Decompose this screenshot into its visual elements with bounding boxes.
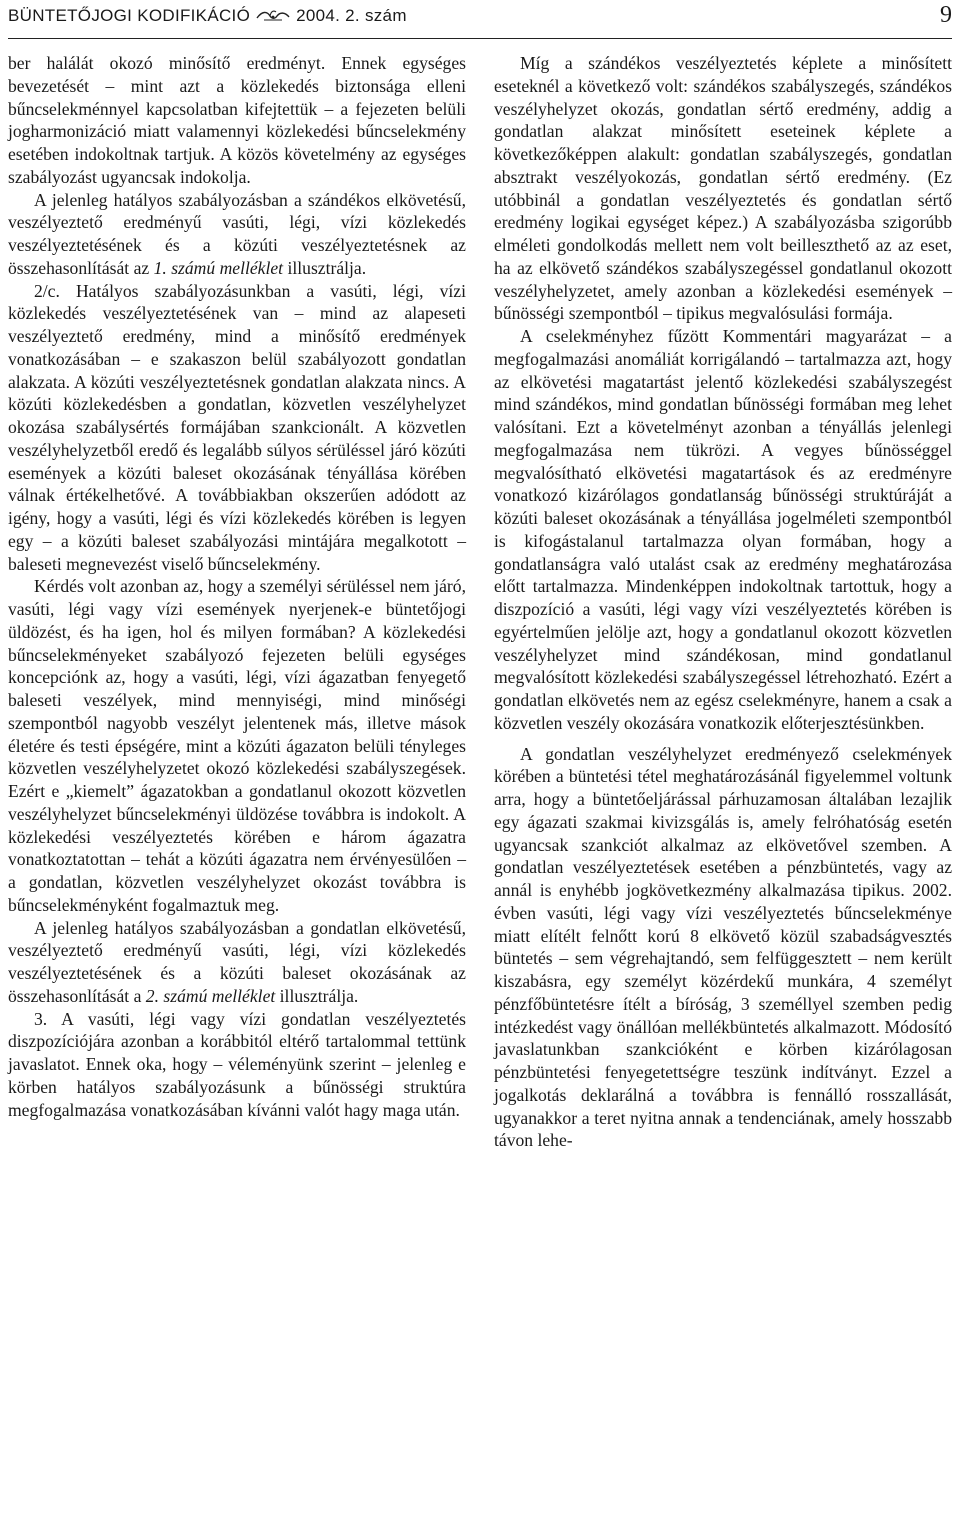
paragraph: 3. A vasúti, légi vagy vízi gondatlan veszélyeztetés diszpozíciójára azonban a korábbitól eltérő tartalommal tettünk javaslatot. Ennek oka, hogy – véleményünk szerint – jelenleg e körben hatályos szabályozásunk a bűnösségi struktúra megfogalmazása vonatkozásában kívánni valót hagy maga után. bbox=[8, 1008, 466, 1120]
journal-title: BÜNTETŐJOGI KODIFIKÁCIÓ bbox=[8, 6, 251, 25]
paragraph: Kérdés volt azonban az, hogy a személyi sérüléssel nem járó, vasúti, légi vagy vízi események nyerjenek-e büntetőjogi üldözést, és ha igen, hol és milyen formában? A közlekedési bűncselekményeket szabályozó fejezeten belüli egységes koncepciónk az, hogy a vasúti, légi, vízi ágazatban fenyegető baleseti veszélyek, mind mennyiségi, mind minőségi szempontból nagyobb veszélyt jelentenek más, illetve mások életére és testi épségére, mint a közúti ágazaton belüli tényleges közvetlen veszélyhelyzetet okozó közlekedési szabályszegések. Ezért e „kiemelt” ágazatokban a gondatlanul okozott közvetlen veszélyhelyzet bűncselekményi üldözése továbbra is indokolt. A közlekedési veszélyeztetés körében e három ágazatra vonatkoztatottan – tehát a közúti ágazatra nem érvényesülően – a gondatlan, közvetlen veszélyhelyzet okozást továbbra is bűncselekményként fogalmaztuk meg. bbox=[8, 576, 466, 915]
issue-label: 2004. 2. szám bbox=[296, 6, 407, 25]
paragraph: 2/c. Hatályos szabályozásunkban a vasúti, légi, vízi közlekedés veszélyeztetésének van – mind az alapeseti veszélyeztető eredmény, mind a minősítő eredmények vonatkozásában – e szakaszon belül szabályozott gondatlan alakzata. A közúti veszélyeztetésnek gondatlan alakzata nincs. A közúti közlekedésben a gondatlan, közvetlen veszélyhelyzet okozása szabálysértés formájában szankcionált. A közvetlen veszélyhelyzetből eredő és legalább súlyos sérüléssel járó közúti események a közúti baleset okozásának tényállása körében válnak értékelhetővé. A továbbiakban okszerűen adódott az igény, hogy a vasúti, légi és vízi közlekedés körében is legyen egy – a közúti baleset szabályozási mintájára megalkotott – baleseti megnevezést viselő bűncselekmény. bbox=[8, 280, 466, 574]
paragraph: A gondatlan veszélyhelyzet eredményező cselekmények körében a büntetési tétel meghatározásánál figyelemmel voltunk arra, hogy a büntetőeljárással párhuzamosan általában lezajlik egy ágazati szakmai kivizsgálás is, amely felróhatóság esetén ugyancsak szankciót alkalmaz az elkövetővel szemben. A gondatlan veszélyeztetések esetében a pénzbüntetés, vagy az annál is enyhébb jogkövetkezmény alkalmazása tipikus. 2002. évben vasúti, légi vagy vízi veszélyeztetés bűncselekménye miatt elítélt felnőtt korú 8 elkövető közül szabadságvesztés büntetés – sem végrehajtandó, sem felfüggesztett – nem került kiszabásra, egy személyt közérdekű munkára, 4 személyt pénzfőbüntetésre ítélt a bíróság, 3 személlyel szemben pedig intézkedést vagy önállóan mellékbüntetés alkalmazott. Módosító javaslatunkban szankcióként e körben kizárólagosan pénzbüntetési fenyegetettségre teszünk indítványt. Ezzel a jogalkotás deklarálná a továbbra is fennálló rosszallását, ugyanakkor a teret nyitna annak a tendenciának, amely hosszabb távon lehe- bbox=[494, 743, 952, 1151]
paragraph bbox=[8, 917, 466, 1008]
left-column bbox=[8, 52, 466, 1121]
ornament-icon bbox=[256, 8, 290, 28]
paragraph: Míg a szándékos veszélyeztetés képlete a minősített eseteknél a következő volt: szándékos szabályszegés, szándékos veszélyhelyzet okozás, gondatlan sértő eredmény, addig a gondatlan alakzat minősített eseteinek képlete a következőképpen alakult: gondatlan szabályszegés, gondatlan absztrakt veszélyokozás, gondatlan sértő eredmény. (Ez utóbbinál a gondatlan veszélyeztetés és gondatlan sértő eredmény logikai egységet képez.) A szabályozásba szigorúbb elméleti gondolkodás mellett nem volt beilleszthető az az eset, ha az elkövető szándékos szabályszegéssel gondatlanul okozott veszélyhelyzetet, amely azonban a közlekedési események – bűnösségi szempontból – tipikus megvalósulási formája. bbox=[494, 53, 952, 324]
paragraph bbox=[8, 189, 466, 280]
paragraph-text: A jelenleg hatályos szabályozásban a gondatlan elkövetésű, veszélyeztető eredményű vasúti, légi, vízi közlekedés veszélyeztetésének és a közúti baleset okozásának az összehasonlítását a bbox=[8, 917, 466, 1006]
appendix-reference: 1. számú melléklet bbox=[153, 257, 284, 278]
journal-title-line bbox=[8, 6, 407, 28]
running-header bbox=[8, 4, 952, 39]
paragraph: A cselekményhez fűzött Kommentári magyarázat – a megfogalmazási anomáliát korrigálandó – tartalmazza azt, hogy az elkövetési magatartást jelentő közlekedési szabályszegést mind szándékos, mind gondatlan bűnösségi formában meg lehet valósítani. Ezt a követelményt azonban a tényállás jelenlegi megfogalmazása nem tükrözi. A vegyes bűnösséggel megvalósítható elkövetési magatartások és az eredményre vonatkozó kizárólagos gondatlanság bűnösségi struktúráját a közúti baleset okozásának a tényállása jogelméleti szempontból is kifogástalanul tartalmazza olyan formában, hogy a gondatlanságra való utalást csak az eredmény meghatározása előtt tartalmazza. Mindenképpen indokoltnak tartottuk, hogy a diszpozíció a vasúti, légi vagy vízi veszélyeztetés körében is egyértelműen jelölje azt, hogy a gondatlanul okozott közvetlen veszélyhelyzet mind szándékosan, mind gondatlanul megvalósított közlekedési szabályszegéssel létrehozható. Ezért a gondatlan elkövetés nem az egész cselekményre, hanem a csak a közvetlen veszély okozására vonatkozik előterjesztésünkben. bbox=[494, 326, 952, 733]
paragraph-text: illusztrálja. bbox=[275, 985, 359, 1006]
page-number: 9 bbox=[940, 2, 952, 28]
paragraph-text: illusztrálja. bbox=[283, 257, 367, 278]
appendix-reference: 2. számú melléklet bbox=[145, 985, 276, 1006]
paragraph: ber halálát okozó minősítő eredményt. Ennek egységes bevezetését – mint azt a közlekedés biztonsága elleni bűncselekménnyel kapcsolatban kifejtettük – a fejezeten belüli jogharmonizáció miatt valamennyi közlekedési bűncselekmény esetében indokoltnak tartjuk. A közös követelmény az egységes szabályozást ugyancsak indokolja. bbox=[8, 53, 466, 187]
right-column bbox=[494, 52, 952, 1152]
paragraph-text: A jelenleg hatályos szabályozásban a szándékos elkövetésű, veszélyeztető eredményű vasúti, légi, vízi közlekedés veszélyeztetésének és a közúti veszélyeztetésnek az összehasonlítását az bbox=[8, 189, 466, 278]
